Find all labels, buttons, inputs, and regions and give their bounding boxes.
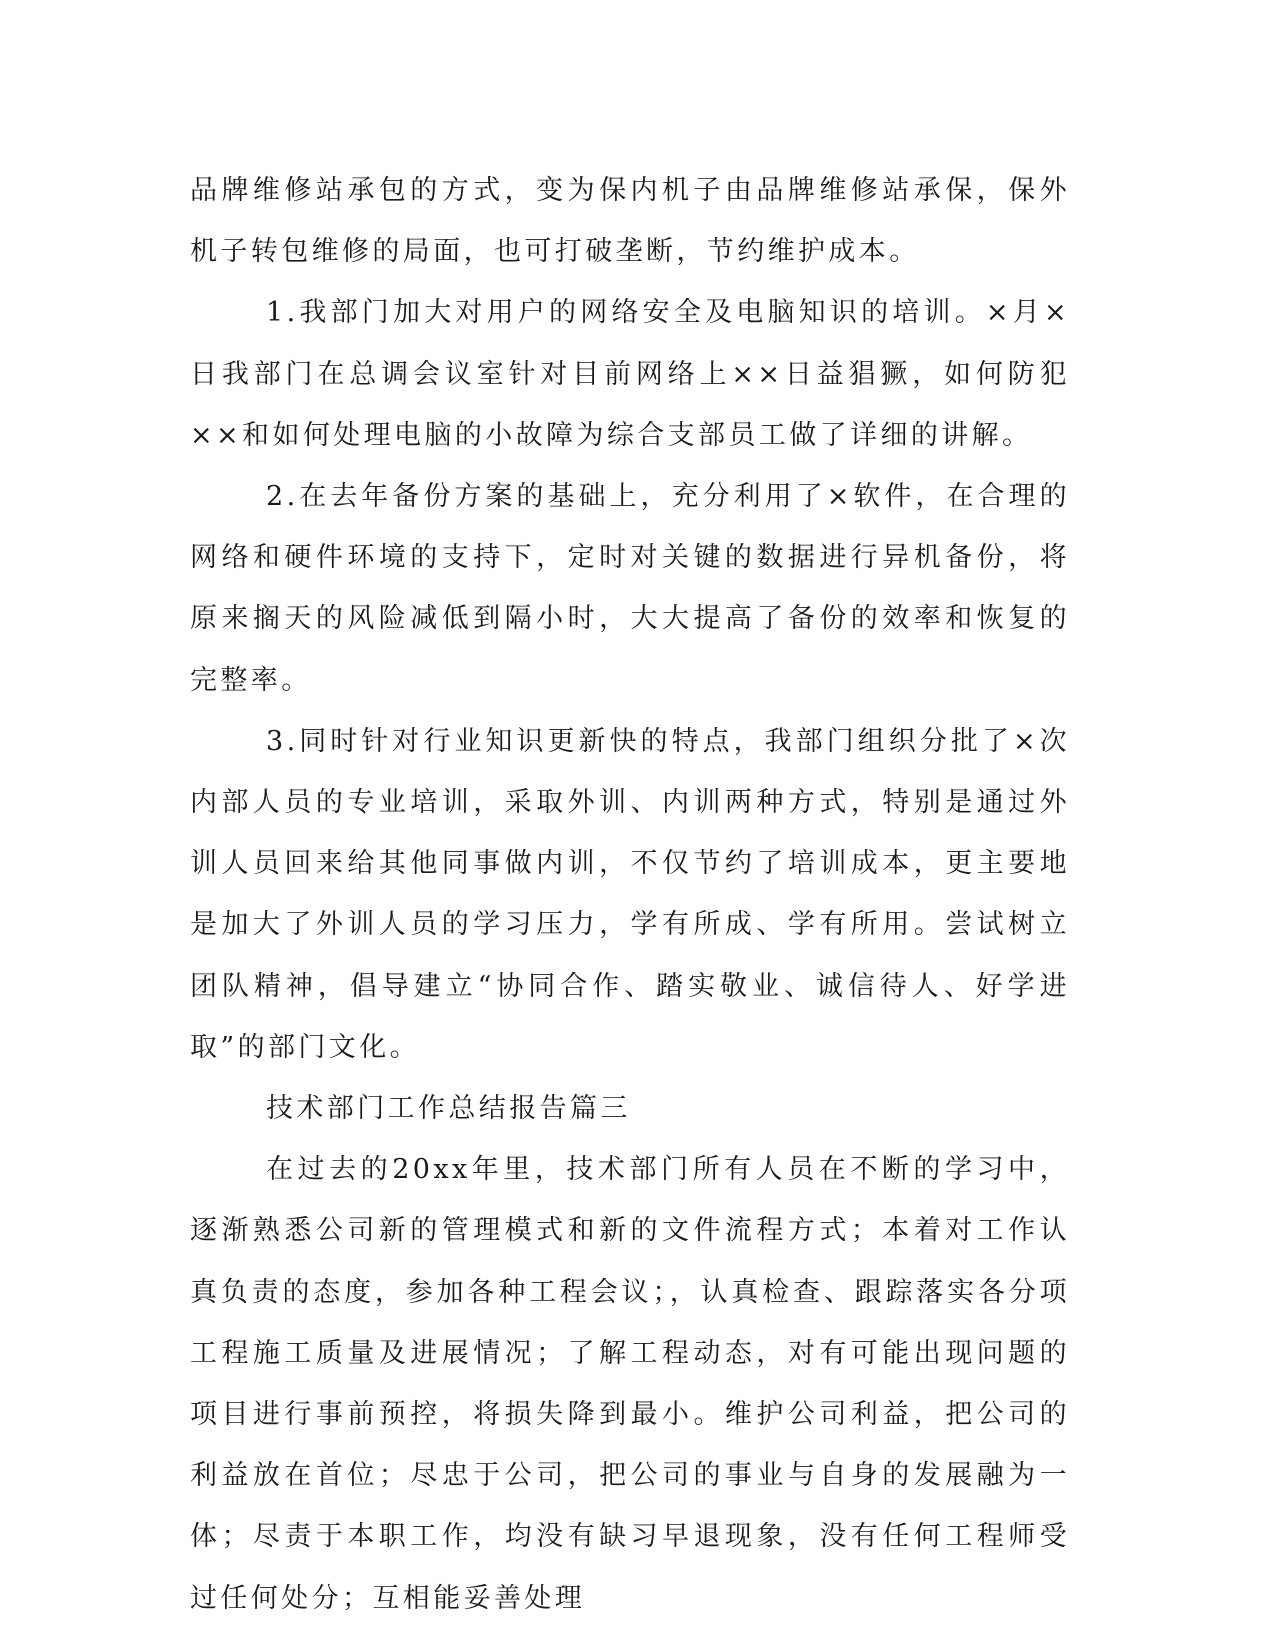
paragraph-section-three: 在过去的20xx年里，技术部门所有人员在不断的学习中，逐渐熟悉公司新的管理模式和新的文件流程方式；本着对工作认真负责的态度，参加各种工程会议；，认真检查、跟踪落实各分项工程施工质量及进展情况；了解工程动态，对有可能出现问题的项目进行事前预控，将损失降到最小。维护公司利益，把公司的利益放在首位；尽忠于公司，把公司的事业与自身的发展融为一体；尽责于本职工作，均没有缺习早退现象，没有任何工程师受过任何处分；互相能妥善处理 (190, 1154, 1070, 1614)
paragraph-item-2: 2.在去年备份方案的基础上，充分利用了×软件，在合理的网络和硬件环境的支持下，定时对关键的数据进行异机备份，将原来搁天的风险减低到隔小时，大大提高了备份的效率和恢复的完整率。 (190, 481, 1070, 696)
paragraph-continuation: 品牌维修站承包的方式，变为保内机子由品牌维修站承保，保外机子转包维修的局面，也可打破垄断，节约维护成本。 (190, 175, 1070, 268)
section-heading: 技术部门工作总结报告篇三 (266, 1093, 631, 1125)
paragraph-item-1: 1.我部门加大对用户的网络安全及电脑知识的培训。×月×日我部门在总调会议室针对目前网络上××日益猖獗，如何防犯××和如何处理电脑的小故障为综合支部员工做了详细的讲解。 (190, 297, 1070, 451)
document-body (190, 160, 1070, 1629)
paragraph-item-3: 3.同时针对行业知识更新快的特点，我部门组织分批了×次内部人员的专业培训，采取外训、内训两种方式，特别是通过外训人员回来给其他同事做内训，不仅节约了培训成本，更主要地是加大了外训人员的学习压力，学有所成、学有所用。尝试树立团队精神，倡导建立“协同合作、踏实敬业、诚信待人、好学进取”的部门文化。 (190, 725, 1070, 1063)
